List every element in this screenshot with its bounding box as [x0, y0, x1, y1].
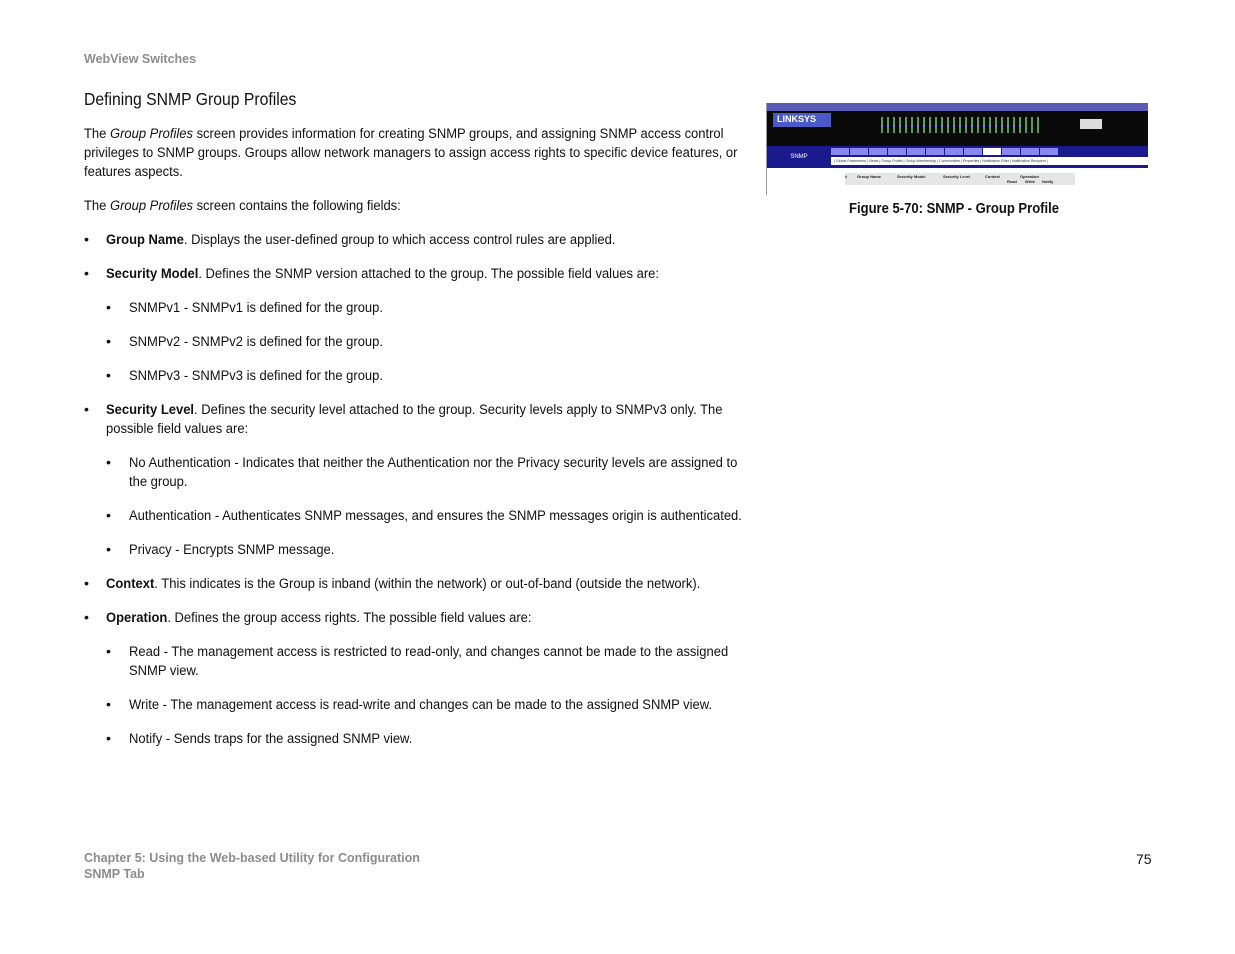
- figure-col-group-name: Group Name: [857, 174, 882, 179]
- field-item-security-model: • Security Model. Defines the SNMP version attached to the group. The possible field values are: • SNMPv1 - SNMPv1 is defined for the group. • SNMPv2 - SNMPv2 is defined for the group. • SNMPv3 - SNMPv3 is defined for the group.: [84, 265, 760, 386]
- figure-tabs: [831, 148, 1058, 156]
- figure-tab: [831, 148, 849, 155]
- port-leds-row: [881, 125, 1021, 127]
- intro-paragraph: The Group Profiles screen provides information for creating SNMP groups, and assigning SNMP access control privileges to SNMP groups. Groups allow network managers to assign access rights to specific device features, or features aspects.: [84, 126, 738, 180]
- footer-chapter: Chapter 5: Using the Web-based Utility for Configuration: [84, 851, 420, 865]
- page-number: 75: [1136, 851, 1152, 867]
- value-item: • SNMPv1 - SNMPv1 is defined for the group.: [106, 299, 760, 318]
- figure-col-notify: Notify: [1042, 179, 1054, 184]
- value-item: • Authentication - Authenticates SNMP messages, and ensures the SNMP messages origin is authenticated.: [106, 507, 760, 526]
- figure-col-read: Read: [1007, 179, 1017, 184]
- figure-topbar: [767, 103, 1148, 111]
- figure-col-write: Write: [1025, 179, 1035, 184]
- figure-col-security-level: Security Level: [943, 174, 971, 179]
- value-item: • Privacy - Encrypts SNMP message.: [106, 541, 760, 560]
- figure-col-index: #: [845, 174, 848, 179]
- value-item: • Write - The management access is read-write and changes can be made to the assigned SNMP view.: [106, 696, 760, 715]
- running-header: WebView Switches: [84, 52, 197, 66]
- field-item-context: • Context. This indicates is the Group is inband (within the network) or out-of-band (outside the network).: [84, 575, 760, 594]
- figure-tab: [945, 148, 963, 155]
- value-item: • No Authentication - Indicates that neither the Authentication nor the Privacy security levels are assigned to the group.: [106, 454, 760, 492]
- operation-values: [106, 643, 760, 749]
- figure-col-operation: Operation: [1020, 174, 1039, 179]
- value-item: • SNMPv2 - SNMPv2 is defined for the group.: [106, 333, 760, 352]
- footer-section: SNMP Tab: [84, 867, 145, 881]
- fields-intro: The Group Profiles screen contains the following fields:: [84, 198, 401, 214]
- security-level-values: [106, 454, 760, 560]
- figure-table-header: [845, 173, 1075, 185]
- field-item-security-level: • Security Level. Defines the security level attached to the group. Security levels apply to SNMPv3 only. The possible field values are: • No Authentication - Indicates that neither the Authentication nor the Privacy security levels are assigned to the group. • Authentication - Authenticates SNMP messages, and ensures the SNMP messages origin is authenticated. • Privacy - Encrypts SNMP message.: [84, 401, 760, 560]
- figure-screenshot: [766, 103, 1148, 195]
- body-content: [84, 125, 760, 764]
- figure-tab: [1040, 148, 1058, 155]
- field-item-operation: • Operation. Defines the group access rights. The possible field values are: • Read - The management access is restricted to read-only, and changes cannot be made to the assigned SNMP view. • Write - The management access is read-write and changes can be made to the assigned SNMP view. • Notify - Sends traps for the assigned SNMP view.: [84, 609, 760, 749]
- figure-subnav: | Global Parameters | Views | Group Profile | Group Membership | Communities | Properties | Notification Filter | Notification Recipient |: [831, 157, 1148, 165]
- value-item: • Notify - Sends traps for the assigned SNMP view.: [106, 730, 760, 749]
- field-item-group-name: • Group Name. Displays the user-defined group to which access control rules are applied.: [84, 231, 760, 250]
- security-model-values: [106, 299, 760, 386]
- figure-tab: [869, 148, 887, 155]
- figure-caption: Figure 5-70: SNMP - Group Profile: [849, 201, 1060, 217]
- figure-tab: [850, 148, 868, 155]
- linksys-logo: LINKSYS: [773, 113, 831, 127]
- value-item: • SNMPv3 - SNMPv3 is defined for the group.: [106, 367, 760, 386]
- field-list: [84, 231, 760, 749]
- figure-tab: [1002, 148, 1020, 155]
- figure-tab: [964, 148, 982, 155]
- section-title: Defining SNMP Group Profiles: [84, 89, 297, 109]
- figure-tab: [888, 148, 906, 155]
- figure-tab-snmp: [983, 148, 1001, 155]
- figure-snmp-label: SNMP: [790, 154, 808, 160]
- figure-tab: [907, 148, 925, 155]
- value-item: • Read - The management access is restricted to read-only, and changes cannot be made to the assigned SNMP view.: [106, 643, 760, 681]
- figure-tab: [1021, 148, 1039, 155]
- figure-col-context: Context: [985, 174, 1000, 179]
- cisco-logo: [1080, 119, 1102, 129]
- figure-tab: [926, 148, 944, 155]
- figure-col-security-model: Security Model: [897, 174, 926, 179]
